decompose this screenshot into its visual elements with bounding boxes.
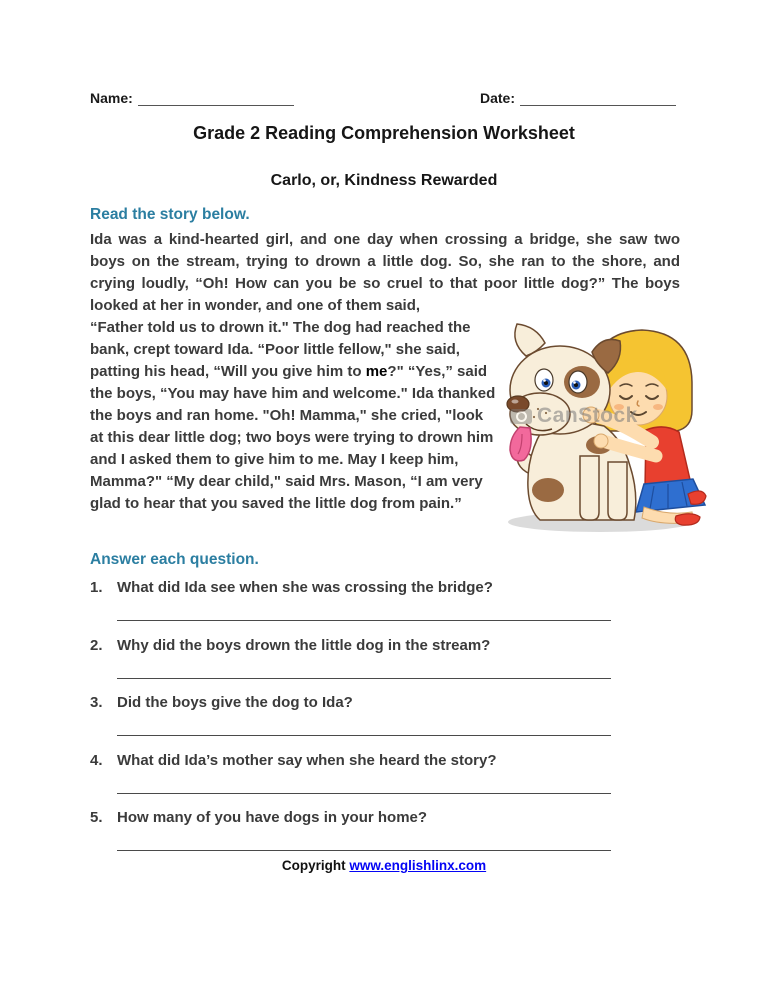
girl-hugging-dog-illustration	[496, 298, 708, 536]
story-emphasized-word: me	[365, 363, 388, 380]
question-3-number: 3.	[90, 694, 103, 711]
name-date-row	[90, 90, 676, 106]
answer-questions-instruction: Answer each question.	[90, 551, 259, 568]
question-4-answer-line	[117, 793, 611, 794]
copyright-line	[0, 858, 768, 873]
story-paragraph-wrapped	[90, 317, 496, 515]
question-5-answer-line	[117, 850, 611, 851]
question-1-text: What did Ida see when she was crossing the bridge?	[117, 579, 493, 596]
name-field-group	[90, 90, 294, 106]
girl-shoe-back	[688, 491, 706, 504]
question-4	[90, 750, 686, 771]
name-label: Name:	[90, 90, 133, 106]
date-label: Date:	[479, 90, 515, 106]
girl-hand-lower	[594, 434, 608, 448]
question-5-number: 5.	[90, 809, 103, 826]
question-1-answer-line	[117, 620, 611, 621]
question-3-answer-line	[117, 735, 611, 736]
question-2-answer-line	[117, 678, 611, 679]
copyright-label: Copyright	[281, 858, 350, 873]
girl-hugging-dog-drawing	[496, 298, 708, 536]
date-field-group	[480, 90, 676, 106]
dog-front-leg-left	[580, 456, 599, 520]
question-1-number: 1.	[90, 579, 103, 596]
question-2-number: 2.	[90, 636, 103, 654]
question-4-number: 4.	[90, 751, 103, 769]
dog-tongue	[510, 427, 531, 461]
girl-hand-upper	[583, 407, 599, 423]
name-blank-line	[138, 91, 294, 106]
dog-rump-patch	[532, 478, 564, 502]
worksheet-title: Grade 2 Reading Comprehension Worksheet	[193, 123, 575, 143]
question-1	[90, 577, 686, 598]
girl-shoe-front	[675, 514, 700, 525]
question-5-text: How many of you have dogs in your home?	[117, 809, 428, 826]
story-paragraph-intro: Ida was a kind-hearted girl, and one day when crossing a bridge, she saw two boys on the stream, trying to drown a little dog. So, she ran to the shore, and crying loudly, “Oh! How can you be so cruel to that poor little dog?” The boys looked at her in wonder, and one of them said,	[90, 231, 680, 314]
englishlinx-link[interactable]: www.englishlinx.com	[349, 858, 487, 873]
date-blank-line	[520, 91, 676, 106]
story-wrap-before: “Father told us to drown it." The dog had reached the bank, crept toward Ida. “Poor little fellow," she said, patting his head, “Will you give him to	[90, 319, 471, 380]
question-2	[90, 635, 686, 656]
read-story-instruction: Read the story below.	[90, 206, 250, 223]
watermark-text: CanStock	[537, 404, 638, 427]
question-5	[90, 807, 686, 828]
dog-nose	[507, 396, 529, 412]
question-3	[90, 692, 686, 713]
dog-front-leg-right	[608, 462, 627, 520]
question-2-text: Why did the boys drown the little dog in the stream?	[117, 636, 491, 654]
question-list	[90, 577, 686, 865]
story-wrap-after: ?" “Yes,” said the boys, “You may have him and welcome." Ida thanked the boys and ran home. "Oh! Mamma," she cried, "look at this dear little dog; two boys were trying to drown him and I asked them to give him to me. May I keep him, Mamma?" “My dear child," said Mrs. Mason, “I am very glad to hear that you saved the little dog from pain.”	[90, 363, 496, 512]
question-4-text: What did Ida’s mother say when she heard the story?	[117, 751, 497, 769]
story-title: Carlo, or, Kindness Rewarded	[270, 172, 498, 189]
question-3-text: Did the boys give the dog to Ida?	[117, 694, 353, 711]
